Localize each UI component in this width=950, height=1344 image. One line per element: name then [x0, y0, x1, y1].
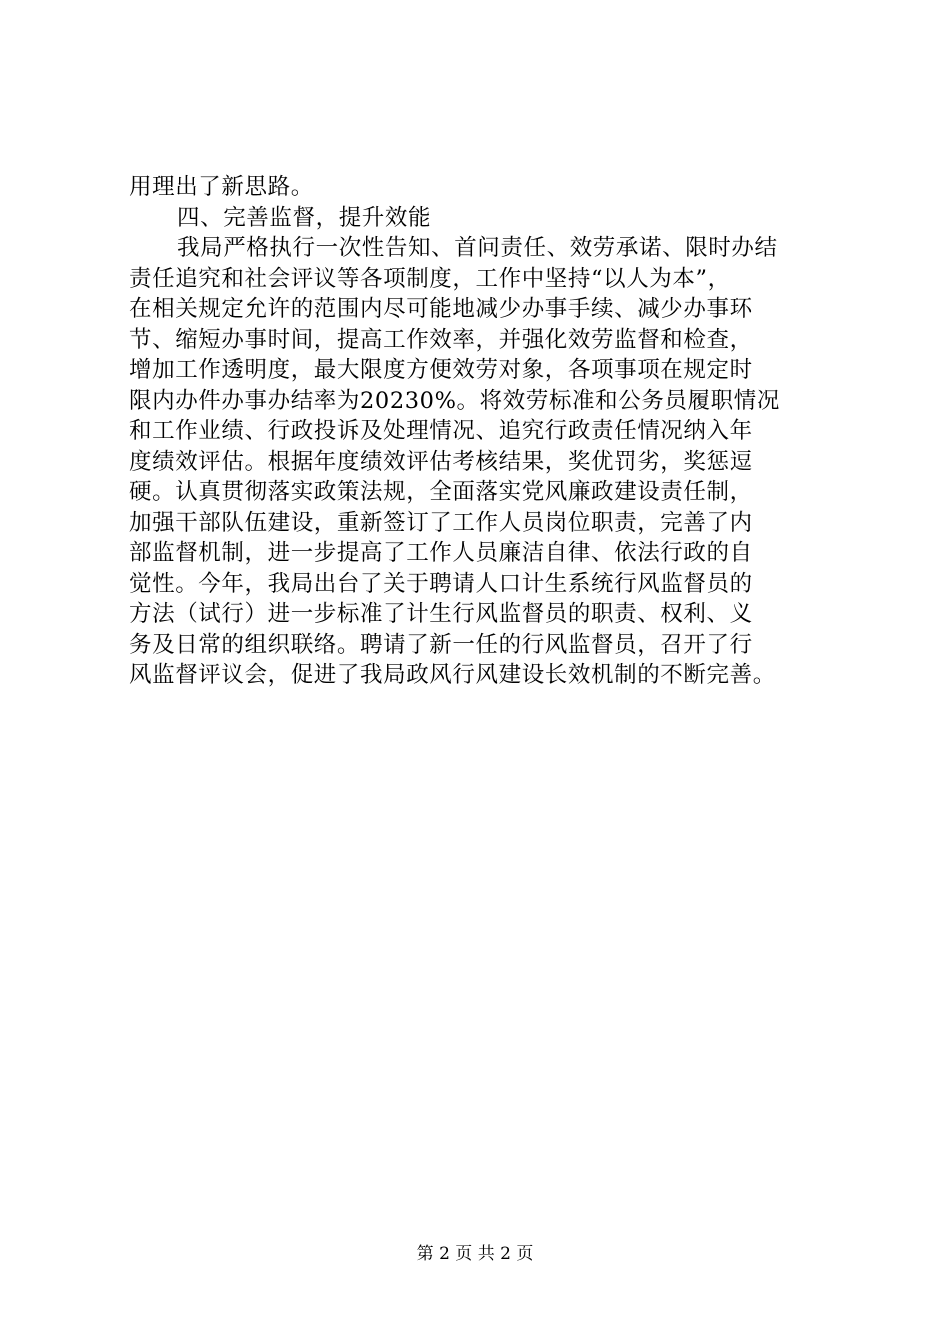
text-line: 务及日常的组织联络。聘请了新一任的行风监督员，召开了行: [129, 631, 753, 658]
text-line: 我局严格执行一次性告知、首问责任、效劳承诺、限时办结: [177, 235, 778, 261]
text-line: 在相关规定允许的范围内尽可能地减少办事手续、减少办事环: [129, 296, 753, 322]
text-line: 度绩效评估。根据年度绩效评估考核结果，奖优罚劣，奖惩逗: [129, 448, 753, 475]
text-line: 加强干部队伍建设，重新签订了工作人员岗位职责，完善了内: [129, 509, 753, 536]
text-line: 节、缩短办事时间，提高工作效率，并强化效劳监督和检查，: [129, 326, 753, 353]
document-body: [129, 172, 849, 691]
text-line: 风监督评议会，促进了我局政风行风建设长效机制的不断完善。: [129, 662, 776, 688]
text-line: 部监督机制，进一步提高了工作人员廉洁自律、依法行政的自: [129, 540, 753, 566]
text-line: 和工作业绩、行政投诉及处理情况、追究行政责任情况纳入年: [129, 418, 753, 444]
text-line: 责任追究和社会评议等各项制度，工作中坚持“以人为本”，: [129, 265, 731, 292]
text-line: 方法（试行）进一步标准了计生行风监督员的职责、权利、义: [129, 601, 753, 627]
text-line: 增加工作透明度，最大限度方便效劳对象，各项事项在规定时: [129, 357, 753, 383]
text-line: 用理出了新思路。: [129, 174, 314, 200]
section-heading: 四、完善监督，提升效能: [177, 204, 432, 231]
text-line: 限内办件办事办结率为20230%。将效劳标准和公务员履职情况: [129, 387, 780, 414]
text-line: 硬。认真贯彻落实政策法规，全面落实党风廉政建设责任制，: [129, 479, 753, 505]
page-footer: 第 2 页 共 2 页: [416, 1244, 534, 1264]
text-line: 觉性。今年，我局出台了关于聘请人口计生系统行风监督员的: [129, 570, 753, 597]
